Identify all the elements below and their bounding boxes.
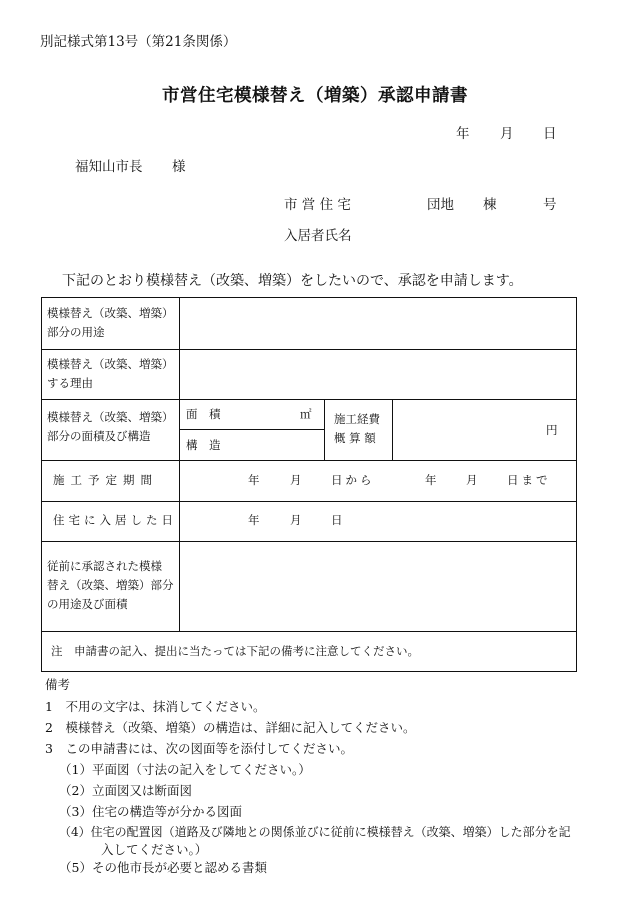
- date-year-label: 年: [456, 126, 470, 142]
- addressee-honorific: 様: [172, 159, 186, 175]
- remark-sub-item: （3）住宅の構造等が分かる図面: [59, 804, 242, 819]
- table-rule: [41, 349, 577, 350]
- danchi-label: 団地: [427, 197, 454, 213]
- remark-item: 3 この申請書には、次の図面等を添付してください。: [45, 741, 353, 756]
- table-rule: [41, 541, 577, 542]
- moved-in-label: 住宅に入居した日: [53, 513, 177, 527]
- date-month-label: 月: [500, 126, 514, 142]
- structure-label: 構 造: [186, 438, 221, 452]
- remark-sub-item: （2）立面図又は断面図: [59, 783, 192, 798]
- addressee-name: 福知山市長: [75, 159, 143, 175]
- cost-unit: 円: [546, 423, 558, 437]
- form-number: 別記様式第13号（第21条関係）: [40, 34, 237, 50]
- resident-name-label: 入居者氏名: [284, 228, 352, 244]
- form-title: 市営住宅模様替え（増築）承認申請書: [162, 86, 468, 106]
- area-label: 面 積: [186, 407, 221, 421]
- cost-label: 施工経費 概 算 額: [334, 412, 380, 445]
- moved-in-month: 月: [290, 513, 302, 527]
- moved-in-year: 年: [248, 513, 260, 527]
- period-start-month: 月: [290, 473, 302, 487]
- table-rule: [41, 501, 577, 502]
- unit-label: 号: [543, 197, 557, 213]
- period-label: 施工予定期間: [53, 473, 158, 487]
- housing-label: 市 営 住 宅: [284, 197, 351, 213]
- area-unit: ㎡: [300, 407, 312, 421]
- period-end-year: 年: [425, 473, 437, 487]
- table-note: 注 申請書の記入、提出に当たっては下記の備考に注意してください。: [51, 644, 419, 658]
- table-rule: [179, 297, 180, 631]
- remark-sub-item: （5）その他市長が必要と認める書類: [59, 860, 267, 875]
- date-day-label: 日: [543, 126, 557, 142]
- period-start-year: 年: [248, 473, 260, 487]
- table-rule: [41, 460, 577, 461]
- remark-item: 1 不用の文字は、抹消してください。: [45, 699, 266, 714]
- period-end-day: 日まで: [507, 473, 551, 487]
- remark-sub-item-continuation: 入してください。）: [101, 842, 208, 857]
- reason-label: 模様替え（改築、増築） する理由: [47, 357, 174, 390]
- remarks-heading: 備考: [45, 677, 71, 692]
- usage-label: 模様替え（改築、増築） 部分の用途: [47, 306, 174, 339]
- building-label: 棟: [483, 197, 497, 213]
- intro-sentence: 下記のとおり模様替え（改築、増築）をしたいので、承認を申請します。: [62, 273, 523, 289]
- prior-approval-field[interactable]: [182, 544, 574, 628]
- remark-sub-item: （1）平面図（寸法の記入をしてください。）: [59, 762, 311, 777]
- remark-sub-item: （4）住宅の配置図（道路及び隣地との関係並びに従前に模様替え（改築、増築）した部分を記: [59, 825, 571, 839]
- usage-field[interactable]: [182, 300, 574, 346]
- table-rule: [324, 399, 325, 460]
- period-start-day: 日から: [331, 473, 375, 487]
- area-structure-label: 模様替え（改築、増築） 部分の面積及び構造: [47, 410, 174, 443]
- table-rule: [41, 399, 577, 400]
- period-end-month: 月: [466, 473, 478, 487]
- remark-item: 2 模様替え（改築、増築）の構造は、詳細に記入してください。: [45, 720, 416, 735]
- table-rule: [392, 399, 393, 460]
- moved-in-day: 日: [331, 513, 343, 527]
- table-rule: [41, 631, 577, 632]
- prior-approval-label: 従前に承認された模様 替え（改築、増築）部分 の用途及び面積: [47, 559, 174, 611]
- reason-field[interactable]: [182, 352, 574, 396]
- table-rule: [179, 429, 324, 430]
